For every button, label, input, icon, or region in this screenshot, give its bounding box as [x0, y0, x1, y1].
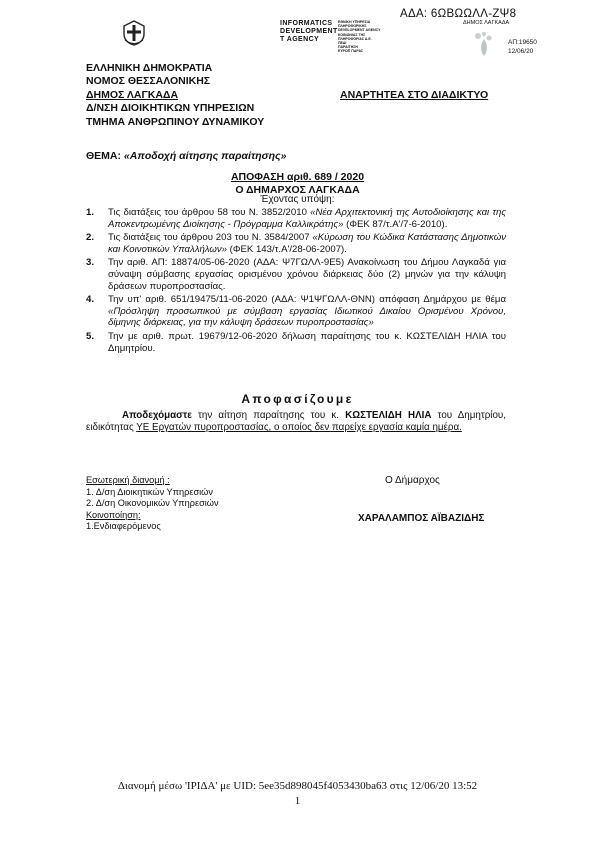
decide-heading: Αποφασίζουμε: [241, 392, 354, 406]
distribution-block: [86, 475, 219, 533]
authority-line: ΕΛΛΗΝΙΚΗ ΔΗΜΟΚΡΑΤΙΑ: [86, 62, 213, 74]
municipality-small-label: ΔΗΜΟΣ ΛΑΓΚΑΔΑ: [463, 20, 510, 26]
authority-line: ΔΗΜΟΣ ΛΑΓΚΑΔΑ: [86, 88, 179, 101]
informatics-agency-logo: INFORMATICS DEVELOPMENT T AGENCY: [280, 20, 338, 43]
list-item: 2. Τις διατάξεις του άρθρου 203 του Ν. 3584/2007 «Κύρωση του Κώδικα Κατάστασης Δημοτικών και Κοινοτικών Υπαλλήλων» (ΦΕΚ 143/τ.Α'/28-06-2007).: [86, 232, 506, 255]
ada-code: ΑΔΑ: 6ΩΒΩΩΛΛ-ΖΨ8: [400, 8, 517, 20]
subject-text: «Αποδοχή αίτησης παραίτησης»: [123, 150, 287, 162]
mayor-heading: Ο ΔΗΜΑΡΧΟΣ ΛΑΓΚΑΔΑ: [235, 183, 360, 196]
protocol-date: 12/06/20: [508, 48, 534, 55]
agency-fine-print: ΕΘΝΙΚΗ ΥΠΗΡΕΣΙΑ ΠΛΗΡΟΦΟΡΙΚΗΣ DEVELOPMENT AGENCY ΚΟΙΝΩΝΙΑΣ ΤΗΣ ΠΛΗΡΟΦΟΡΙΑΣ Α.Ε. ΠΕΔΙ ΠΑΡΑΙΤΗΣΗ ΕΥΡΩΠ ΠΑΡΑΣ: [338, 20, 381, 54]
list-item: 1. Δ/ση Διοικητικών Υπηρεσιών: [86, 486, 213, 497]
authority-line: ΝΟΜΟΣ ΘΕΣΣΑΛΟΝΙΚΗΣ: [86, 75, 211, 88]
considerations-list: [86, 207, 506, 356]
distribution-footer: Διανομή μέσω 'ΙΡΙΔΑ' με UID: 5ee35d898045f4053430ba63 στις 12/06/20 13:52: [117, 780, 478, 792]
decision-body: Αποδεχόμαστε την αίτηση παραίτησης του κ. ΚΩΣΤΕΛΙΔΗ ΗΛΙΑ του Δημητρίου, ειδικότητας ΥΕ Εργατών πυροπροστασίας, ο οποίος δεν παρείχε εργασία καμία ημέρα.: [86, 410, 506, 434]
list-item: 1. Τις διατάξεις του άρθρου 58 του Ν. 3852/2010 «Νέα Αρχιτεκτονική της Αυτοδιοίκησης και της Αποκεντρωμένης Διοίκησης - Πρόγραμμα Καλλικράτης» (ΦΕΚ 87/τ.Α'/7-6-2010).: [86, 207, 506, 230]
list-item: 3. Την αριθ. ΑΠ: 18874/05-06-2020 (ΑΔΑ: Ψ7ΓΩΛΛ-9Ε5) Ανακοίνωση του Δήμου Λαγκαδά για σύναψη σύμβασης εργασίας ορισμένου χρόνου διάρκειας δύο (2) μηνών για την κάλυψη δράσεων πυροπροστασίας.: [86, 257, 506, 292]
greek-emblem-icon: [122, 20, 146, 46]
list-item: 5. Την με αριθ. πρωτ. 19679/12-06-2020 δήλωση παραίτησης του κ. ΚΩΣΤΕΛΙΔΗ ΗΛΙΑ του Δημητρίου.: [86, 330, 506, 354]
having-regard: Έχοντας υπόψη:: [260, 194, 335, 205]
signature-title: Ο Δήμαρχος: [385, 475, 440, 486]
list-item: 1.Ενδιαφερόμενος: [86, 521, 161, 532]
subject-line: [86, 150, 286, 162]
decision-header: [0, 171, 595, 196]
authority-line: Δ/ΝΣΗ ΔΙΟΙΚΗΤΙΚΩΝ ΥΠΗΡΕΣΙΩΝ: [86, 102, 255, 115]
list-item: 4. Την υπ' αριθ. 651/19475/11-06-2020 (ΑΔΑ: Ψ1ΨΓΩΛΛ-ΘΝΝ) απόφαση Δημάρχου με θέμα «Πρόσληψη προσωπικού με σύμβαση εργασίας Ιδιωτικού Δικαίου Ορισμένου Χρόνου, δίμηνης διάρκειας, για την κάλυψη δράσεων πυροπροστασίας»: [86, 294, 506, 329]
internal-distribution-label: Εσωτερική διανομή :: [86, 475, 170, 485]
notify-label: Κοινοποίηση:: [86, 509, 141, 520]
posted-online-note: ΑΝΑΡΤΗΤΕΑ ΣΤΟ ΔΙΑΔΙΚΤΥΟ: [340, 89, 489, 101]
signature-name: ΧΑΡΑΛΑΜΠΟΣ ΑΪΒΑΖΙΔΗΣ: [358, 513, 485, 524]
drop-logo-icon: [470, 30, 498, 58]
decision-title: ΑΠΟΦΑΣΗ αριθ. 689 / 2020: [230, 171, 365, 183]
authority-block: [86, 62, 264, 129]
protocol-number: ΑΠ:19650: [508, 39, 537, 46]
subject-label: ΘΕΜΑ:: [86, 150, 121, 162]
authority-line: ΤΜΗΜΑ ΑΝΘΡΩΠΙΝΟΥ ΔΥΝΑΜΙΚΟΥ: [86, 115, 265, 128]
page-number: 1: [294, 795, 301, 807]
list-item: 2. Δ/ση Οικονομικών Υπηρεσιών: [86, 498, 219, 509]
